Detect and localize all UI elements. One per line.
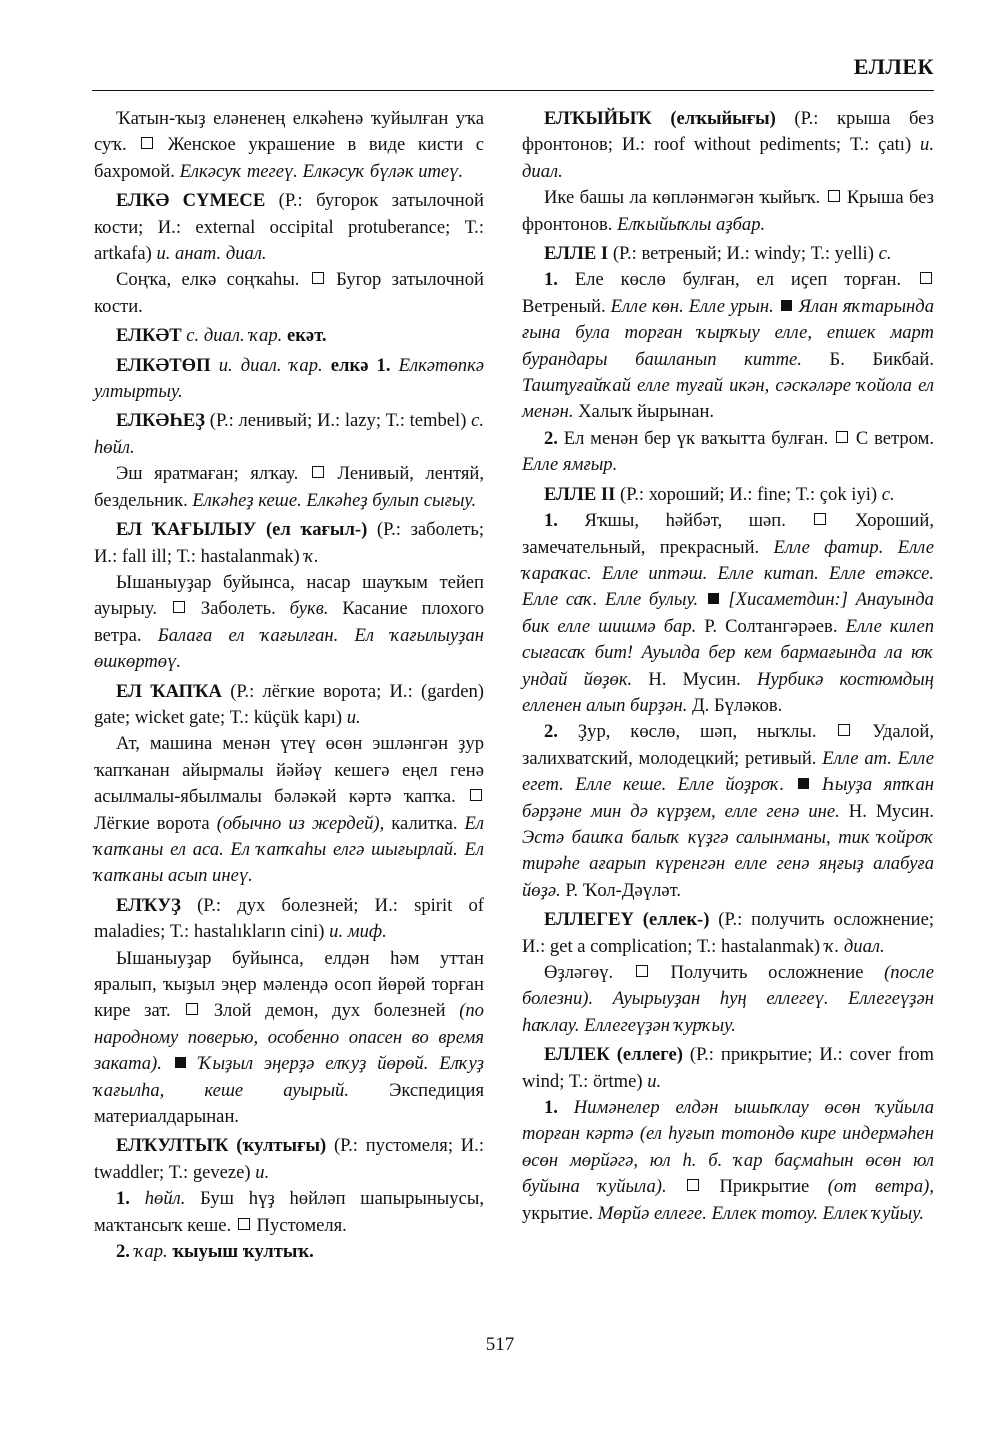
entry-elkultyk: ЕЛҠУЛТЫҠ (ҡултығы) (Р.: пустомеля; И.: twaddler; Т.: geveze) и. [94,1135,484,1183]
entry-elle-1: ЕЛЛЕ I (Р.: ветреный; И.: windy; Т.: yelli) с. [544,243,892,265]
headword: ЕЛ ҠАПҠА [116,680,222,702]
entry-elkyjyk: ЕЛҠЫЙЫҠ (елҡыйығы) (Р.: крыша без фронтонов; И.: roof without pediments; Т.: çatı) и. диал. [522,108,934,182]
headword: ЕЛ ҠАҒЫЛЫУ (ел ҡағыл-) [116,519,368,541]
headword: ЕЛЛЕГЕҮ (еллек-) [544,909,710,931]
entry-ellegeu: ЕЛЛЕГЕҮ (еллек-) (Р.: получить осложнение; И.: get a complication; Т.: hastalanmak) ҡ. диал. [522,909,934,957]
entry-sense: 2. ҡар. ҡыуыш ҡултыҡ. [116,1241,314,1263]
headword: ЕЛҠУЛТЫҠ (ҡултығы) [116,1135,327,1157]
entry-el-kagylyu: ЕЛ ҠАҒЫЛЫУ (ел ҡағыл-) (Р.: заболеть; И.: fall ill; Т.: hastalanmak) ҡ. [94,519,484,567]
headword: ЕЛҠУҘ [116,894,181,916]
right-column [522,106,934,1227]
headword: ЕЛЛЕ II [544,483,616,505]
entry-definition: Ышаныуҙар буйынса, елдән һәм уттан яралып, ҡыҙыл эңер мәлендә осоп йөрөй торған кире зат. Злой демон, дух болезней (по народному поверью, особенно опасен во время заката). Ҡыҙыл эңерҙә елҡуҙ йөрөй. Елҡуҙ ҡағылһа, кеше ауырый. Экспедиция материалдарынан. [94,947,484,1128]
entry-el-kapka: ЕЛ ҠАПҠА (Р.: лёгкие ворота; И.: (garden) gate; wicket gate; Т.: küçük kapı) и. [94,680,484,728]
entry-definition: Өҙләгөү. Получить осложнение (после болезни). Ауырыуҙан һуң еллегеү. Еллегеүҙән һаҡлау. Еллегеүҙән ҡурҡыу. [522,962,934,1036]
entry-definition: Соңҡа, елкә соңҡаһы. Бугор затылочной кости. [94,269,484,317]
russian-marker-icon [312,466,324,478]
entry-elle-2: ЕЛЛЕ II (Р.: хороший; И.: fine; Т.: çok iyi) с. [544,483,895,505]
russian-marker-icon [828,190,840,202]
entry-definition: Ат, машина менән үтеү өсөн эшләнгән ҙур ҡапҡанан айырмалы йәйәү кешегә еңел генә асылмалы-ябылмалы бәләкәй кәртә ҡапҡа. Лёгкие ворота (обычно из жердей), калитка. Ел ҡапҡаны ел аса. Ел ҡапҡаһы елгә шығырлай. Ел ҡапҡаны асып инеү. [94,733,484,887]
headword: ЕЛКӘТ [116,325,182,347]
entry-continuation: Ҡатын-ҡыҙ еләненең елкәһенә ҡуйылған уҡа суҡ. Женское украшение в виде кисти с бахромой. Елкәсуҡ тегеү. Елкәсуҡ бүләк итеү. [94,108,484,182]
page-number: 517 [485,1334,515,1355]
entry-definition: Ышаныуҙар буйынса, насар шауҡым тейеп ауырыу. Заболеть. букв. Касание плохого ветра. Балаға ел ҡағылған. Ел ҡағылыуҙан өшкөртөү. [94,571,485,673]
russian-marker-icon [173,601,185,613]
russian-marker-icon [836,431,848,443]
headword: ЕЛЛЕК (еллеге) [544,1044,683,1066]
entry-definition: Ике башы ла көпләнмәгән ҡыйыҡ. Крыша без фронтонов. Елҡыйыҡлы аҙбар. [522,187,934,235]
running-head [92,46,934,91]
entry-elketop: ЕЛКӘТӨП и. диал. ҡар. елкә 1. Елкәтөпкә ултыртыу. [94,354,485,403]
example-marker-icon [175,1057,186,1068]
entry-definition: Эш яратмаған; ялҡау. Ленивый, лентяй, бездельник. Елкәһеҙ кеше. Елкәһеҙ булып сығыу. [94,463,484,511]
running-head-word: ЕЛЛЕК [853,54,934,79]
entry-sense: 2. Ел менән бер үк ваҡытта булған. С ветром. Елле ямғыр. [522,427,934,476]
russian-marker-icon [186,1003,198,1015]
entry-sense: 2. Ҙур, көслө, шәп, ныҡлы. Удалой, залихватский, молодецкий; ретивый. Елле ат. Елле егет. Елле кеше. Елле йоҙроҡ. Һыуҙа ятҡан бәрҙәне мин дә күрҙем, елле генә ине. Н. Мусин. Эстә башҡа балыҡ күҙгә салынманы, тик ҡойроҡ тирәһе ағарып күренгән елле генә яңғыҙ алабуға йөҙә. Р. Ҡол-Дәүләт. [522,721,934,901]
entry-ellek: ЕЛЛЕК (еллеге) (Р.: прикрытие; И.: cover from wind; Т.: örtme) и. [522,1044,934,1092]
left-column [94,106,484,1265]
russian-marker-icon [838,724,850,736]
example-marker-icon [781,300,792,311]
example-marker-icon [708,593,719,604]
entry-sense: 1. Еле көслө булған, ел иҫеп торған. Ветреный. Елле көн. Елле урын. Ялан яҡтарында ғына була торған ҡырҡыу елле, епшек март бурандары башланып китте. Б. Бикбай. Ташҭуғайҡай елле туғай икән, сәскәләре ҡойола ел менән. Халыҡ йырынан. [522,269,934,423]
russian-marker-icon [141,137,153,149]
entry-elke-sumese: ЕЛКӘ СҮМЕСЕ (Р.: бугорок затылочной кости; И.: external occipital protuberance; Т.: artkafa) и. анат. диал. [94,190,484,265]
russian-marker-icon [814,513,826,525]
entry-elkehez: ЕЛКӘҺЕҘ (Р.: ленивый; И.: lazy; Т.: tembel) с. һөйл. [94,410,484,458]
headword: ЕЛКӘҺЕҘ [116,410,206,432]
example-marker-icon [798,778,809,789]
headword: ЕЛЛЕ I [544,243,609,265]
entry-elket: ЕЛКӘТ с. диал. ҡар. екәт. [116,325,327,347]
russian-marker-icon [687,1179,699,1191]
russian-marker-icon [238,1218,250,1230]
entry-elkuz: ЕЛҠУҘ (Р.: дух болезней; И.: spirit of maladies; Т.: hastalıkların cini) и. миф. [94,894,484,943]
headword: ЕЛКӘТӨП [116,354,211,376]
entry-sense: 1. Яҡшы, һәйбәт, шәп. Хороший, замечательный, прекрасный. Елле фатир. Елле ҡараҡас. Елле иптәш. Елле китап. Елле етәксе. Елле саҡ. Елле булыу. [Хисаметдин:] Анауында бик елле шишмә бар. Р. Солтангәрәев. Елле килеп сығасаҡ бит! Ауылда бер кем бармағында ла юҡ ундай йөҙөк. Н. Мусин. Нурбикә костюмдың елленен алып бирҙән. Д. Бүләков. [522,510,935,716]
entry-sense: 1. һөйл. Буш һүҙ һөйләп шапырыныусы, маҡтансыҡ кеше. Пустомеля. [94,1188,484,1236]
headword: ЕЛҠЫЙЫҠ (елҡыйығы) [544,108,776,129]
russian-marker-icon [920,272,932,284]
russian-marker-icon [312,272,324,284]
russian-marker-icon [636,965,648,977]
russian-marker-icon [470,789,482,801]
headword: ЕЛКӘ СҮМЕСЕ [116,190,266,212]
entry-sense: 1. Нимәнелер елдән ышыҡлау өсөн ҡуйыла торған кәртә (ел һуғып тотондө кире индермәһен өсөн мөрйәгә, юл һ. б. ҡар баҫмаһын өсөн юл буйына ҡуйыла). Прикрытие (от ветра), укрытие. Мөрйә еллеге. Еллек тотоу. Еллек ҡуйыу. [522,1097,934,1224]
